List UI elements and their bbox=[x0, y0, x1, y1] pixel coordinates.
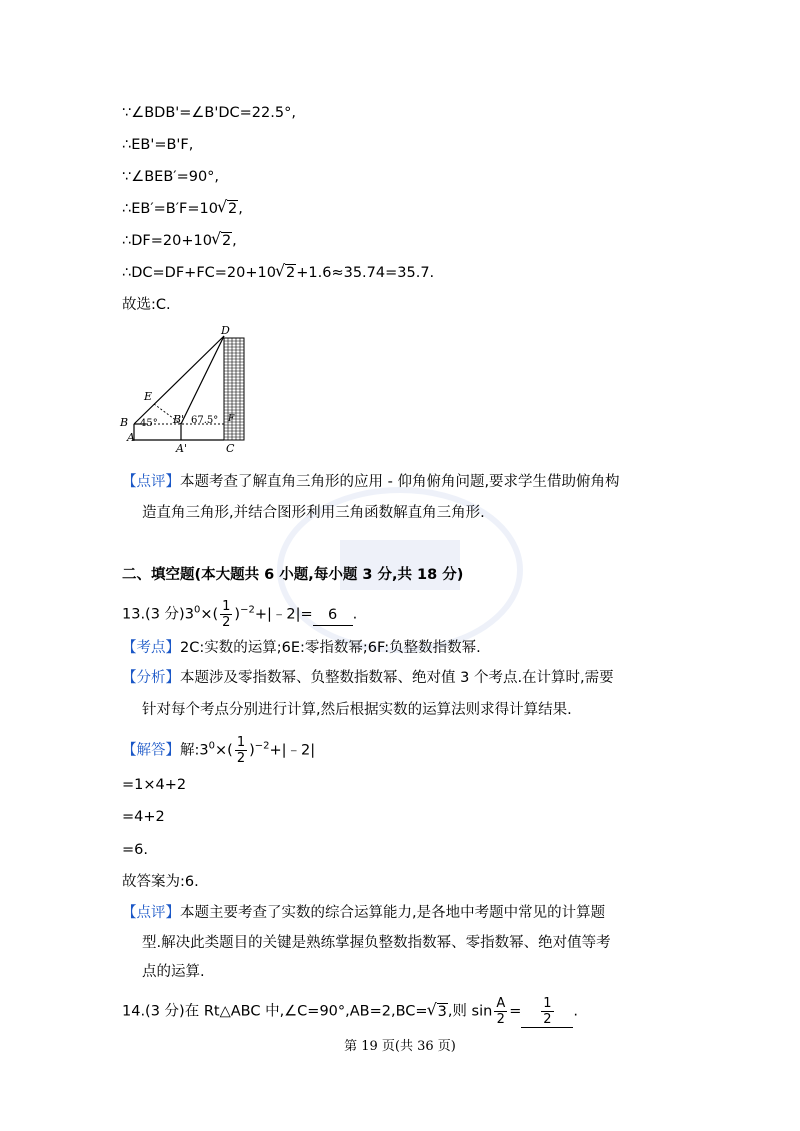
label-F: F bbox=[228, 414, 235, 424]
section-2-heading: 二、填空题(本大题共 6 小题,每小题 3 分,共 18 分) bbox=[122, 567, 464, 583]
fraction-1-2: $\frac{1}{2}$ bbox=[236, 735, 246, 766]
line-7: 故选:C. bbox=[122, 297, 171, 313]
page-footer: 第 19 页(共 36 页) bbox=[344, 1039, 456, 1054]
fraction-A-2: $\frac{A}{2}$ bbox=[496, 996, 506, 1027]
jieda: 【解答】解$:3^0\times$( $\frac{1}{2}$ )$^{-2}$+|﹣2| bbox=[122, 735, 316, 766]
line-3: ∵∠BEB′=90°, bbox=[122, 169, 220, 185]
review-2-line-2: 型.解决此类题目的关键是熟练掌握负整数指数幂、零指数幂、绝对值等考 bbox=[142, 935, 611, 951]
label-A: A bbox=[127, 431, 135, 444]
review-1-line-2: 造直角三角形,并结合图形利用三角函数解直角三角形. bbox=[142, 505, 485, 521]
line-5: ∴DF=20+10√ 2, bbox=[122, 231, 237, 251]
step-2: =4+2 bbox=[122, 809, 165, 825]
fenxi-line-1: 【分析】本题涉及零指数幂、负整数指数幂、绝对值 3 个考点.在计算时,需要 bbox=[122, 670, 614, 686]
review-1-line-1: 【点评】本题考查了解直角三角形的应用 - 仰角俯角问题,要求学生借助俯角构 bbox=[122, 474, 620, 490]
sqrt-2: √ 2 bbox=[212, 231, 232, 251]
fenxi-line-2: 针对每个考点分别进行计算,然后根据实数的运算法则求得计算结果. bbox=[142, 702, 572, 718]
label-D: D bbox=[221, 324, 230, 337]
label-C: C bbox=[226, 442, 235, 454]
sqrt-2: √ 2 bbox=[218, 199, 238, 219]
answer-blank-14: $\frac{1}{2}$ bbox=[521, 996, 573, 1028]
line-6: ∴DC=DF+FC=20+10√ 2+1.6≈35.74=35.7. bbox=[122, 263, 434, 283]
question-13: 13.(3 分)$3^0\times$( $\frac{1}{2}$ )$^{-2}$+|﹣2|= 6 . bbox=[122, 599, 358, 630]
sqrt-2: √ 2 bbox=[276, 263, 296, 283]
line-2: ∴EB'=B'F, bbox=[122, 137, 194, 153]
label-E: E bbox=[144, 390, 153, 403]
line-1: ∵∠BDB'=∠B'DC=22.5°, bbox=[122, 105, 296, 121]
angle-67-5: 67.5° bbox=[191, 415, 219, 426]
step-3: =6. bbox=[122, 842, 148, 858]
label-B2: B' bbox=[173, 413, 185, 426]
review-2-line-3: 点的运算. bbox=[142, 964, 205, 980]
geometry-figure bbox=[118, 322, 253, 454]
review-2-line-1: 【点评】本题主要考查了实数的综合运算能力,是各地中考题中常见的计算题 bbox=[122, 905, 606, 921]
sqrt-3: √ 3 bbox=[428, 1002, 448, 1022]
kaodian: 【考点】2C:实数的运算;6E:零指数幂;6F:负整数指数幂. bbox=[122, 640, 481, 656]
answer-line: 故答案为:6. bbox=[122, 874, 199, 890]
label-B: B bbox=[120, 416, 129, 429]
fraction-1-2: $\frac{1}{2}$ bbox=[222, 599, 231, 630]
answer-blank-13: 6 bbox=[313, 605, 353, 626]
question-14: 14.(3 分)在 Rt△ABC 中,∠C=90°,AB=2,BC=√ 3,则 sin $\frac{A}{2}$ = $\frac{1}{2}$ . bbox=[122, 996, 578, 1028]
angle-45: 45° bbox=[140, 418, 158, 429]
step-1: =1×4+2 bbox=[122, 777, 187, 793]
label-A2: A' bbox=[176, 442, 187, 454]
line-4: ∴EB′=B′F=10√ 2, bbox=[122, 199, 243, 219]
